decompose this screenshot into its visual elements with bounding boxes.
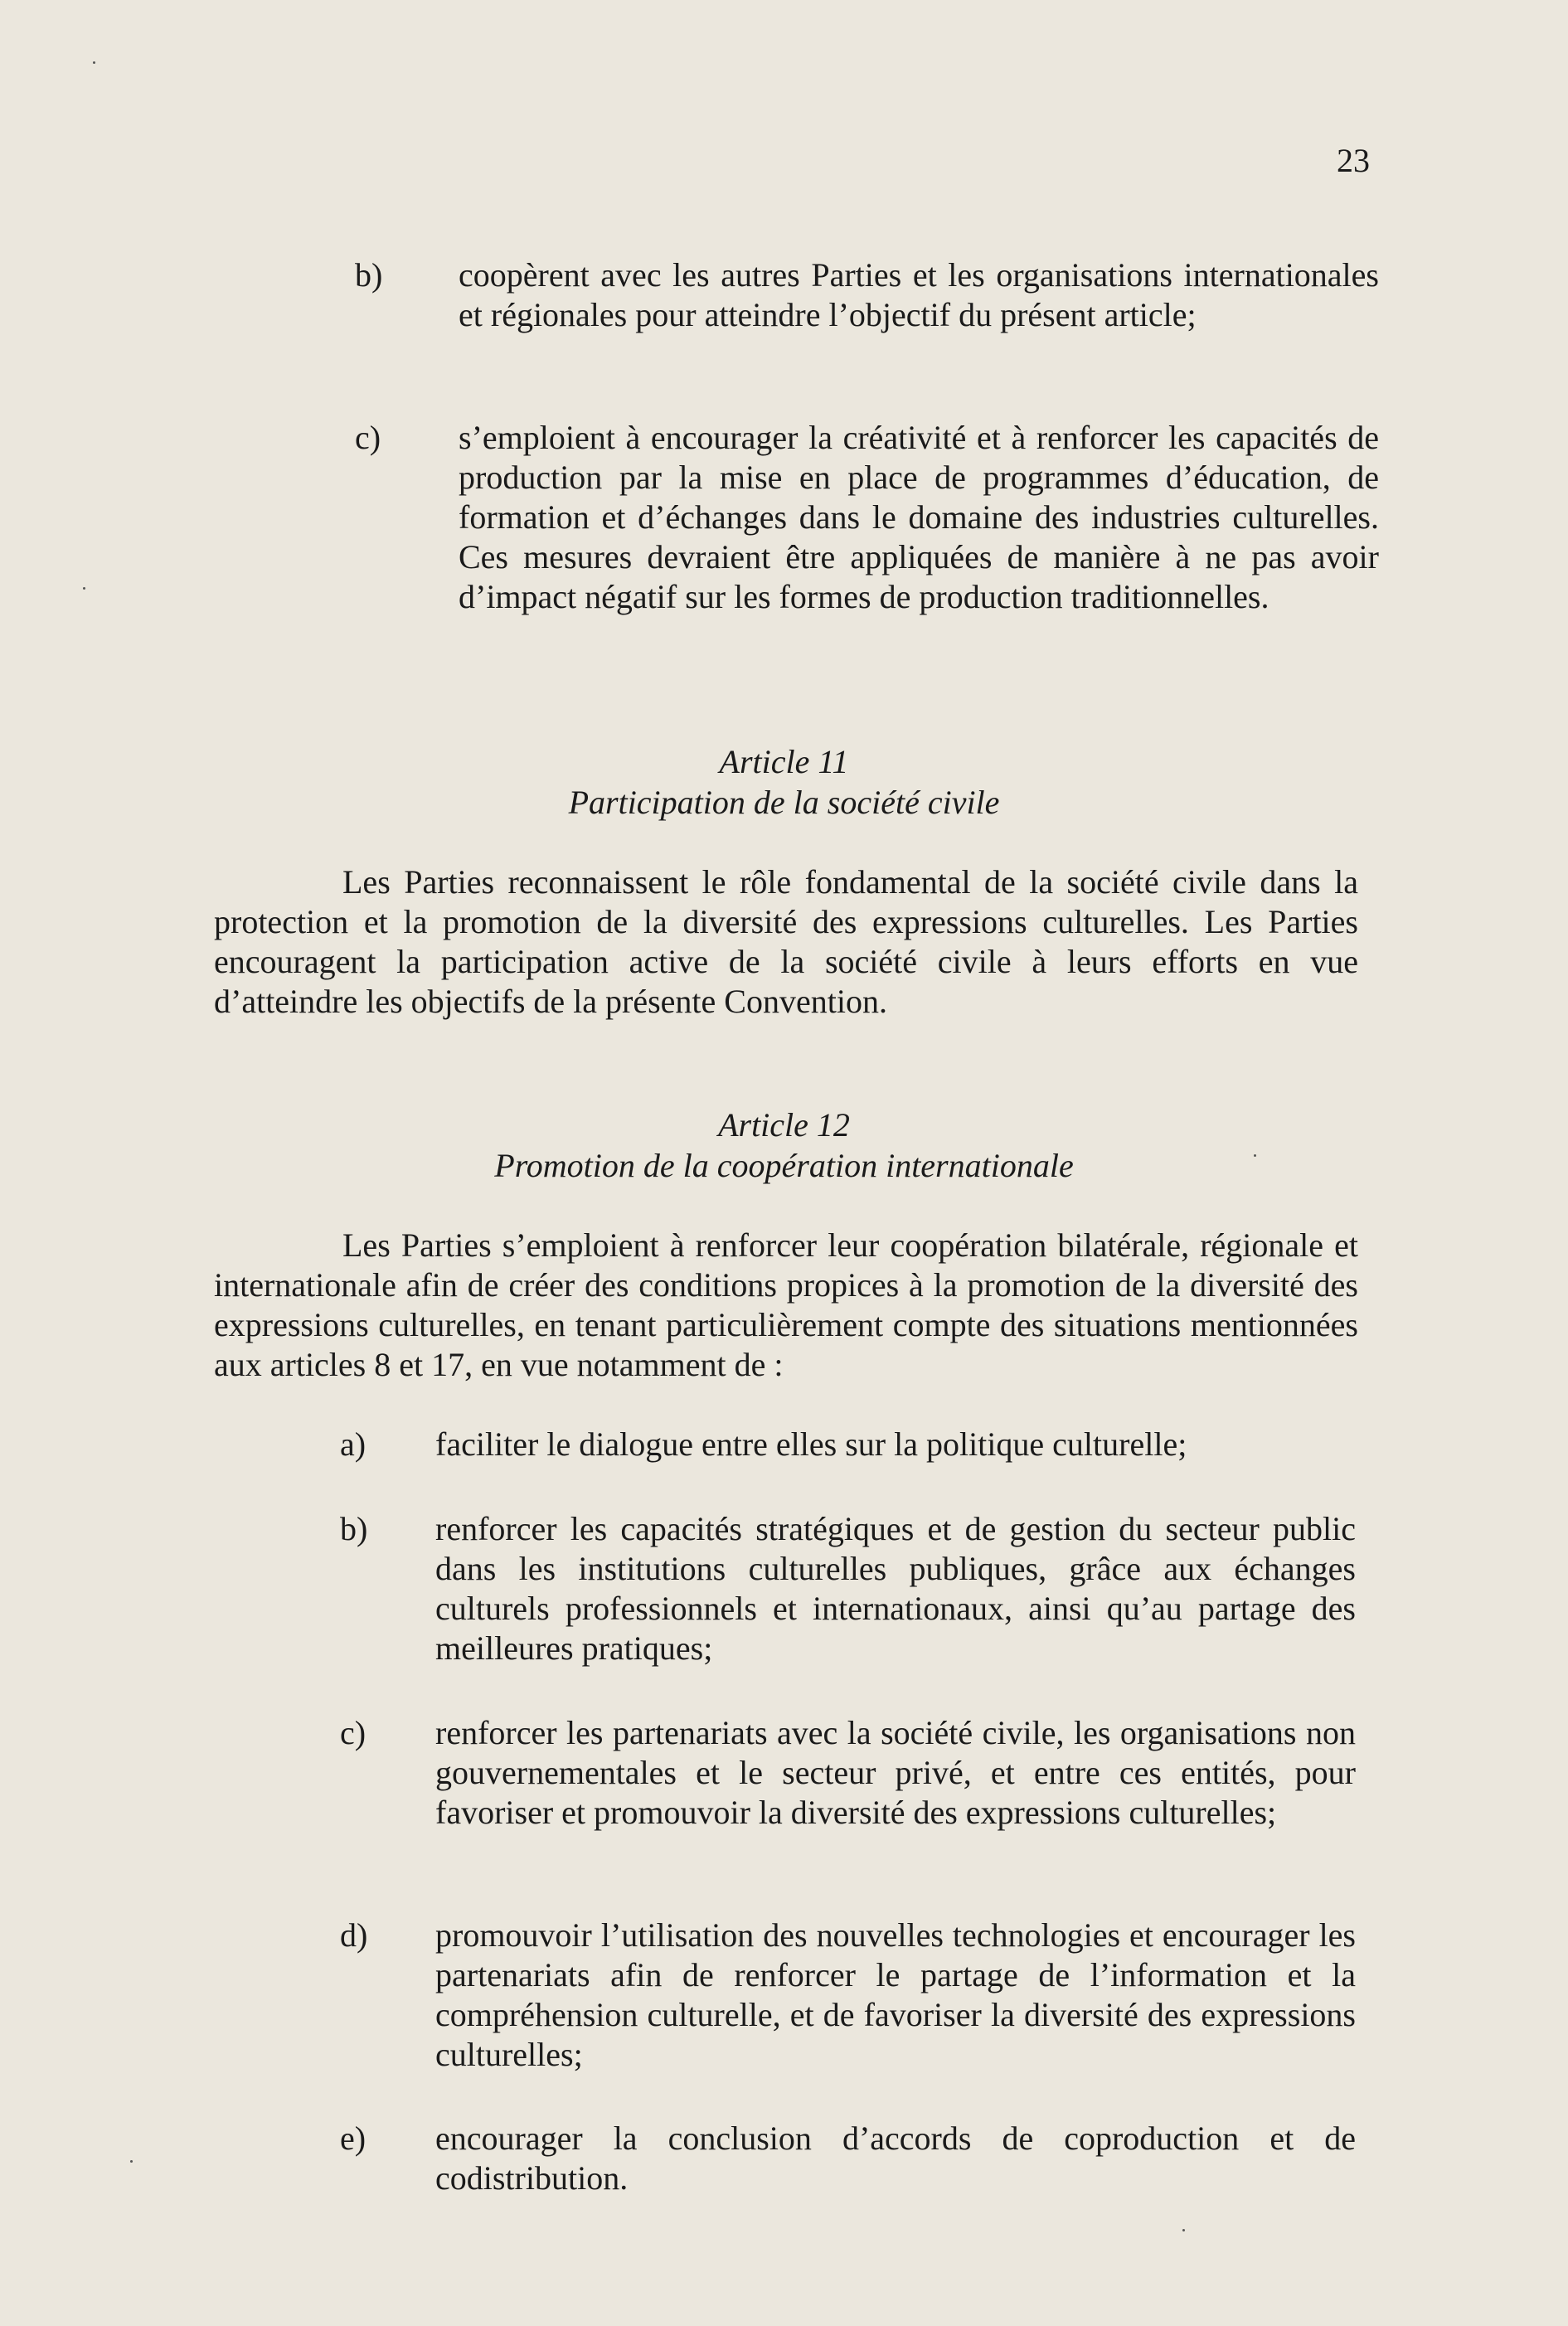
- scan-speck: [130, 2160, 133, 2163]
- list-item-text: renforcer les capacités stratégiques et de gestion du secteur public dans les institutions culturelles publiques, grâce aux échanges culturels professionnels et internationaux, ainsi qu’au partage des meilleures pratiques;: [435, 1510, 1356, 1667]
- list-item-label: a): [340, 1425, 367, 1463]
- article-12-title: Promotion de la coopération internationale: [494, 1147, 1074, 1184]
- list-item-text: encourager la conclusion d’accords de coproduction et de codistribution.: [435, 2120, 1356, 2197]
- article-11-title: Participation de la société civile: [568, 784, 1000, 821]
- scan-speck: [83, 587, 85, 590]
- page-number: 23: [1337, 142, 1370, 179]
- article-11-paragraph: Les Parties reconnaissent le rôle fondamental de la société civile dans la protection et la promotion de la diversité des expressions culturelles. Les Parties encouragent la participation active de la société civile à leurs efforts en vue d’atteindre les objectifs de la présente Convention.: [214, 863, 1358, 1020]
- list-item-label: d): [340, 1916, 368, 1954]
- list-item-label: c): [355, 419, 381, 456]
- article-12-number: Article 12: [718, 1106, 850, 1144]
- list-item-label: c): [340, 1714, 367, 1751]
- list-item-text: renforcer les partenariats avec la société civile, les organisations non gouvernementales et le secteur privé, et entre ces entités, pour favoriser et promouvoir la diversité des expressions culturelles;: [435, 1714, 1356, 1831]
- article-11-number: Article 11: [719, 743, 849, 780]
- scan-speck: [93, 61, 95, 64]
- list-item-label: e): [340, 2120, 367, 2157]
- list-item-text: coopèrent avec les autres Parties et les organisations internationales et régionales pour atteindre l’objectif du présent article;: [459, 256, 1379, 333]
- scan-speck: [1182, 2229, 1185, 2231]
- scan-speck: [1254, 1154, 1256, 1157]
- list-item-text: s’emploient à encourager la créativité et à renforcer les capacités de production par la mise en place de programmes d’éducation, de formation et d’échanges dans le domaine des industries culturelles. Ces mesures devraient être appliquées de manière à ne pas avoir d’impact négatif sur les formes de production traditionnelles.: [459, 419, 1379, 615]
- list-item-label: b): [355, 256, 383, 294]
- list-item-label: b): [340, 1510, 368, 1547]
- list-item-text: promouvoir l’utilisation des nouvelles technologies et encourager les partenariats afin de renforcer le partage de l’information et la compréhension culturelle, et de favoriser la diversité des expressions culturelles;: [435, 1916, 1356, 2073]
- article-12-paragraph: Les Parties s’emploient à renforcer leur coopération bilatérale, régionale et internationale afin de créer des conditions propices à la promotion de la diversité des expressions culturelles, en tenant particulièrement compte des situations mentionnées aux articles 8 et 17, en vue notamment de :: [214, 1226, 1358, 1383]
- list-item-text: faciliter le dialogue entre elles sur la politique culturelle;: [435, 1425, 1187, 1463]
